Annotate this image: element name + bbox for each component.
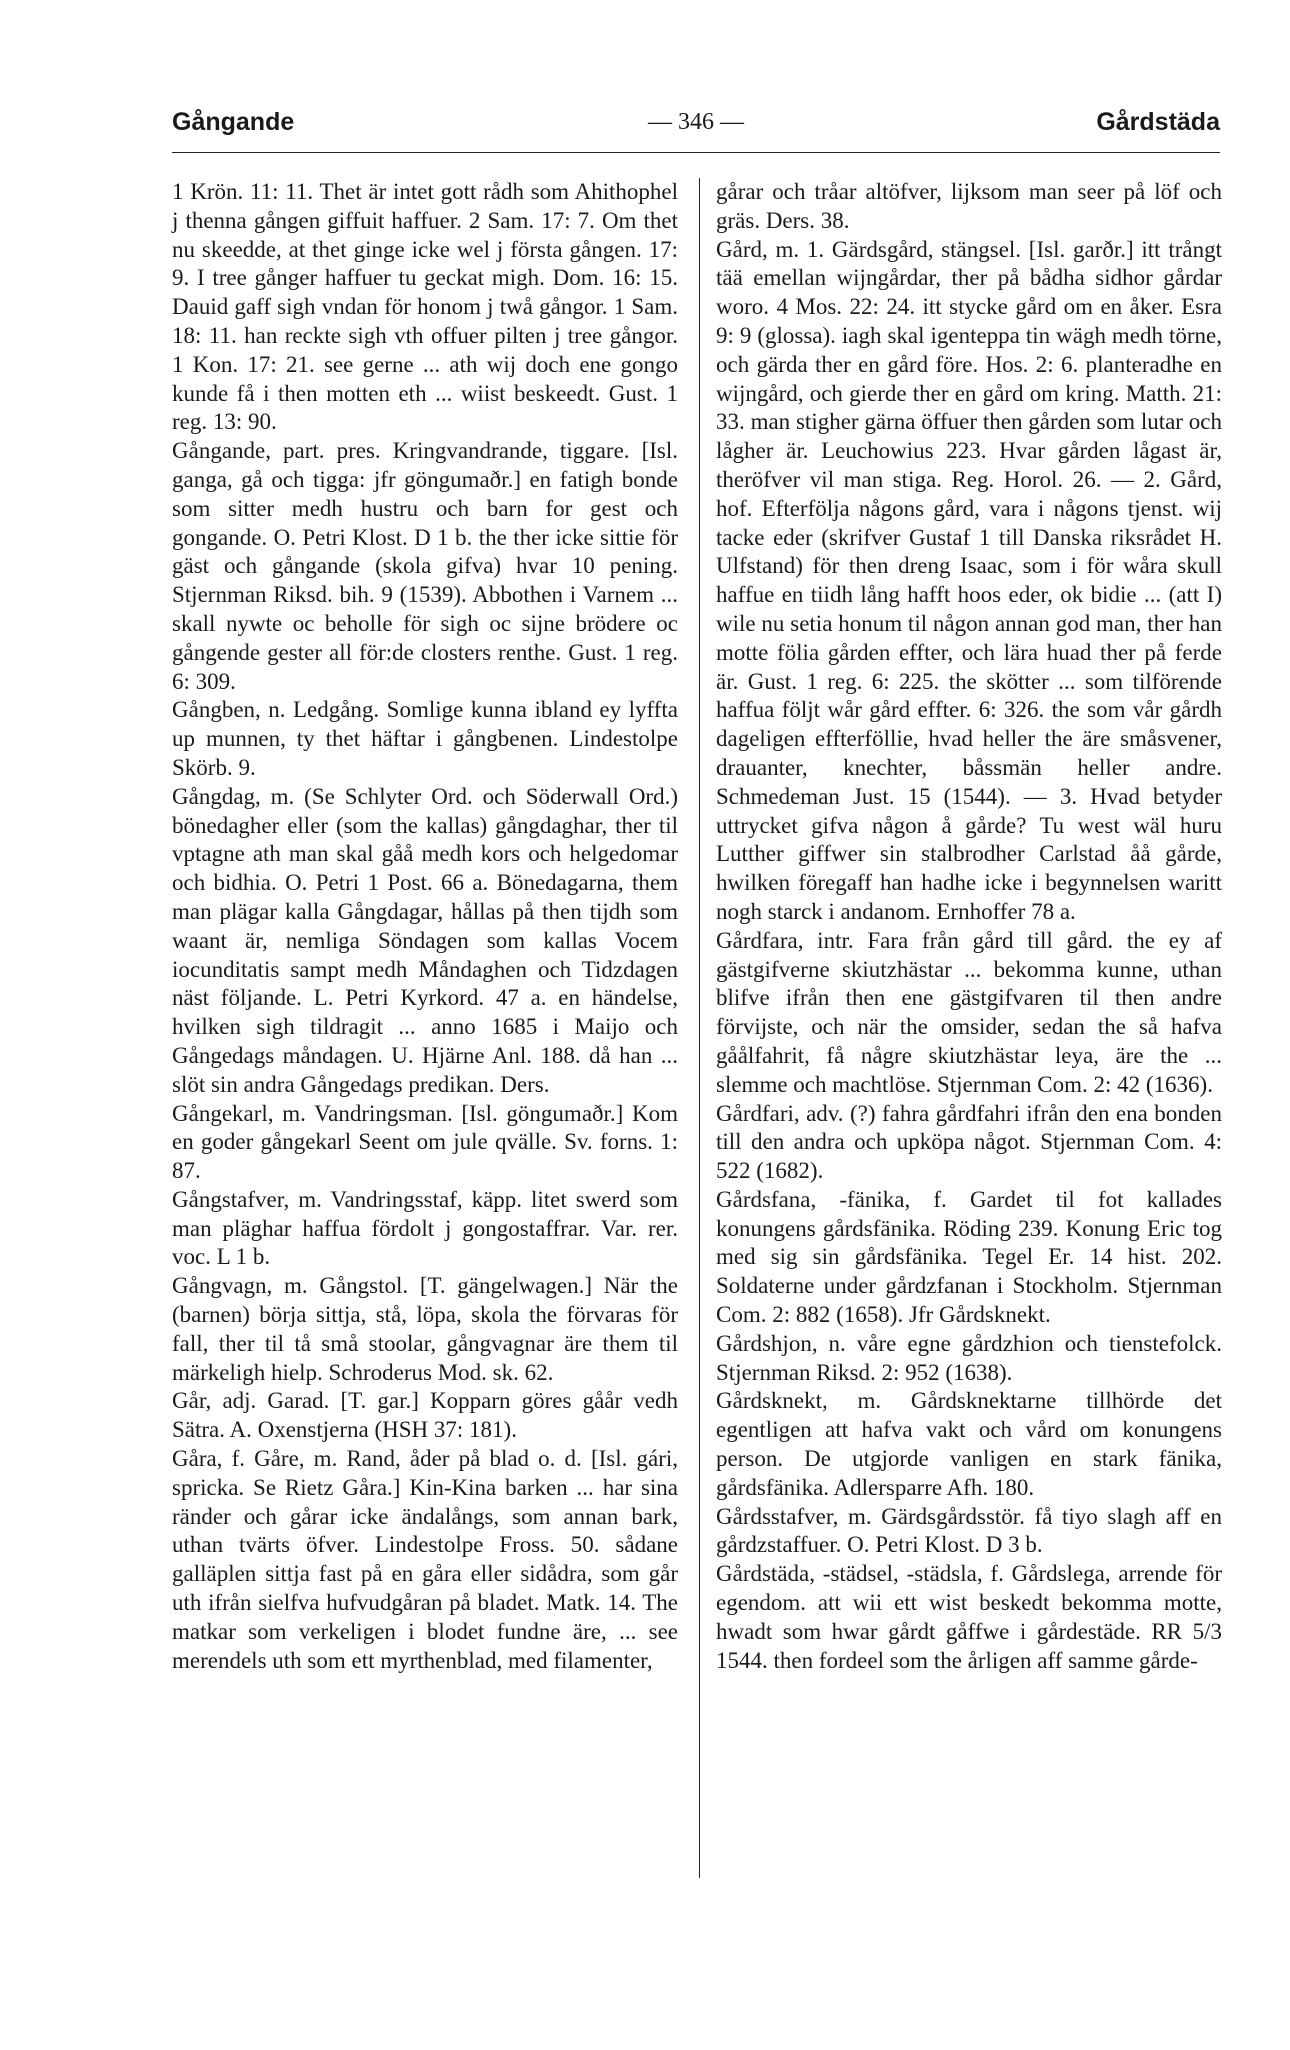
entry-gangben: Gångben, n. Ledgång. Somlige kunna ibland ey lyffta up munnen, ty thet häftar i gångbenen. Lindestolpe Skörb. 9.: [172, 697, 678, 780]
entry-gar: Går, adj. Garad. [T. gar.] Kopparn göres gåår vedh Sätra. A. Oxenstjerna (HSH 37: 181).: [172, 1388, 678, 1443]
header-rule: [172, 152, 1220, 153]
entry-paragraph: 1 Krön. 11: 11. Thet är intet gott rådh som Ahithophel j thenna gången giffuit haffuer. 2 Sam. 17: 7. Om thet nu skeedde, at thet ginge icke wel j första gången. 17: 9. I tree gånger haffuer tu geckat migh. Dom. 16: 15. Dauid gaff sigh vndan för honom j twå gångor. 1 Sam. 18: 11. han reckte sigh vth offuer pilten j tree gångor. 1 Kon. 17: 21. see gerne ... ath wij doch ene gongo kunde få i then motten eth ... wiist beskeedt. Gust. 1 reg. 13: 90.: [172, 179, 678, 435]
page-number: — 346 —: [648, 109, 744, 135]
entry-gara: Gåra, f. Gåre, m. Rand, åder på blad o. d. [Isl. gári, spricka. Se Rietz Gåra.] Kin-Kina barken ... har sina ränder och gårar icke ändalångs, som annan bark, uthan tvärts öfver. Lindestolpe Fross. 50. sådane galläplen sittja fast på en gåra eller sidådra, som går uth ifrån sielfva hufvudgåran på bladet. Matk. 14. The matkar som verkeligen i blodet fundne äre, ... see merendels uth som ett myrthenblad, med filamenter,: [172, 1446, 678, 1673]
header-right-word: Gårdstäda: [1096, 108, 1220, 136]
entry-gardsstafver: Gårdsstafver, m. Gärdsgårdsstör. få tiyo slagh aff en gårdzstaffuer. O. Petri Klost. D 3 b.: [716, 1503, 1222, 1558]
column-divider: [699, 178, 700, 1878]
entry-gardsknekt: Gårdsknekt, m. Gårdsknektarne tillhörde det egentligen att hafva vakt och vård om konungens person. De utgjorde vanligen en stark fänika, gårdsfänika. Adlersparre Afh. 180.: [716, 1388, 1222, 1500]
entry-gardfara: Gårdfara, intr. Fara från gård till gård. the ey af gästgifverne skiutzhästar ... bekomma kunne, uthan blifve ifrån then ene gästgifvaren til then andre förvijste, och när the omsider, sedan the så hafva gåålfahrit, få någre skiutzhästar leya, äre the ... slemme och machtlöse. Stjernman Com. 2: 42 (1636).: [716, 927, 1222, 1097]
running-header: [172, 108, 1220, 148]
entry-gangande: Gångande, part. pres. Kringvandrande, tiggare. [Isl. ganga, gå och tigga: jfr göngumaðr.] en fatigh bonde som sitter medh hustru och barn for gest och gongande. O. Petri Klost. D 1 b. the ther icke sittie för gäst och gångande (skola gifva) hvar 10 pening. Stjernman Riksd. bih. 9 (1539). Abbothen i Varnem ... skall nywte oc beholle för sigh oc sijne brödere oc gångende gester all för:de closters renthe. Gust. 1 reg. 6: 309.: [172, 438, 678, 694]
left-column: [172, 178, 678, 1675]
entry-continuation: gårar och tråar altöfver, lijksom man seer på löf och gräs. Ders. 38.: [716, 179, 1222, 233]
entry-gardfari: Gårdfari, adv. (?) fahra gårdfahri ifrån den ena bonden till den andra och upköpa något. Stjernman Com. 4: 522 (1682).: [716, 1100, 1222, 1184]
header-left-word: Gångande: [172, 108, 295, 136]
entry-gangdag: Gångdag, m. (Se Schlyter Ord. och Söderwall Ord.) bönedagher eller (som the kallas) gångdaghar, ther til vptagne ath man skal gåå medh kors och helgedomar och bidhia. O. Petri 1 Post. 66 a. Bönedagarna, them man plägar kalla Gångdagar, hållas på then tijdh som waant är, nemliga Söndagen som kallas Vocem iocunditatis sampt medh Måndaghen och Tidzdagen näst följande. L. Petri Kyrkord. 47 a. en händelse, hvilken sigh tildragit ... anno 1685 i Maijo och Gångedags måndagen. U. Hjärne Anl. 188. då han ... slöt sin andra Gångedags predikan. Ders.: [172, 783, 678, 1097]
entry-gangstafver: Gångstafver, m. Vandringsstaf, käpp. litet swerd som man pläghar haffua fördolt j gongostaffrar. Var. rer. voc. L 1 b.: [172, 1186, 678, 1270]
entry-gangekarl: Gångekarl, m. Vandringsman. [Isl. göngumaðr.] Kom en goder gångekarl Seent om jule qvälle. Sv. forns. 1: 87.: [172, 1100, 678, 1184]
right-column: [716, 178, 1222, 1675]
entry-gardshjon: Gårdshjon, n. våre egne gårdzhion och tienstefolck. Stjernman Riksd. 2: 952 (1638).: [716, 1330, 1222, 1385]
entry-gard: Gård, m. 1. Gärdsgård, stängsel. [Isl. garðr.] itt trångt tää emellan wijngårdar, ther på bådha sidhor gårdar woro. 4 Mos. 22: 24. itt stycke gård om en åker. Esra 9: 9 (glossa). iagh skal igenteppa tin wägh medh törne, och gärda ther en gård före. Hos. 2: 6. planteradhe en wijngård, och gierde ther en gård om kring. Matth. 21: 33. man stigher gärna öffuer then gården som lutar och lågher är. Leuchowius 223. Hvar gården lågast är, theröfver vil man stiga. Reg. Horol. 26. — 2. Gård, hof. Efterfölja någons gård, vara i någons tjenst. wij tacke eder (skrifver Gustaf 1 till Danska riksrådet H. Ulfstand) för then dreng Isaac, som i för wåra skull haffue en tiidh lång hafft hoos eder, ok bidie ... (att I) wile nu setia honum til någon annan god man, ther han motte fölia gården effter, och lära huad ther på ferde är. Gust. 1 reg. 6: 225. the skötter ... som tilförende haffua följt wår gård effter. 6: 326. the som vår gårdh dageligen effterföllie, hvad heller the äre småsvener, drauanter, knechter, båssmän heller andre. Schmedeman Just. 15 (1544). — 3. Hvad betyder uttrycket gifva någon å gårde? Tu west wäl huru Lutther giffwer sin stalbrodher Carlstad åå gårde, hwilken föregaff han hadhe icke i begynnelsen waritt nogh starck i andanom. Ernhoffer 78 a.: [716, 236, 1222, 924]
entry-gangvagn: Gångvagn, m. Gångstol. [T. gängelwagen.] När the (barnen) börja sittja, stå, löpa, skola the förvaras för fall, ther til tå små stoolar, gångvagnar äre them til märkeligh hielp. Schroderus Mod. sk. 62.: [172, 1273, 678, 1385]
entry-gardsfana: Gårdsfana, -fänika, f. Gardet til fot kallades konungens gårdsfänika. Röding 239. Konung Eric tog med sig sin gårdsfänika. Tegel Er. 14 hist. 202. Soldaterne under gårdzfanan i Stockholm. Stjernman Com. 2: 882 (1658). Jfr Gårdsknekt.: [716, 1186, 1222, 1328]
entry-gardstada: Gårdstäda, -städsel, -städsla, f. Gårdslega, arrende för egendom. att wii ett wist beskedt bekomma motte, hwadt som hwar gårdt gåffwe i gårdestäde. RR 5/3 1544. then fordeel som the årligen aff samme gårde-: [716, 1561, 1222, 1673]
